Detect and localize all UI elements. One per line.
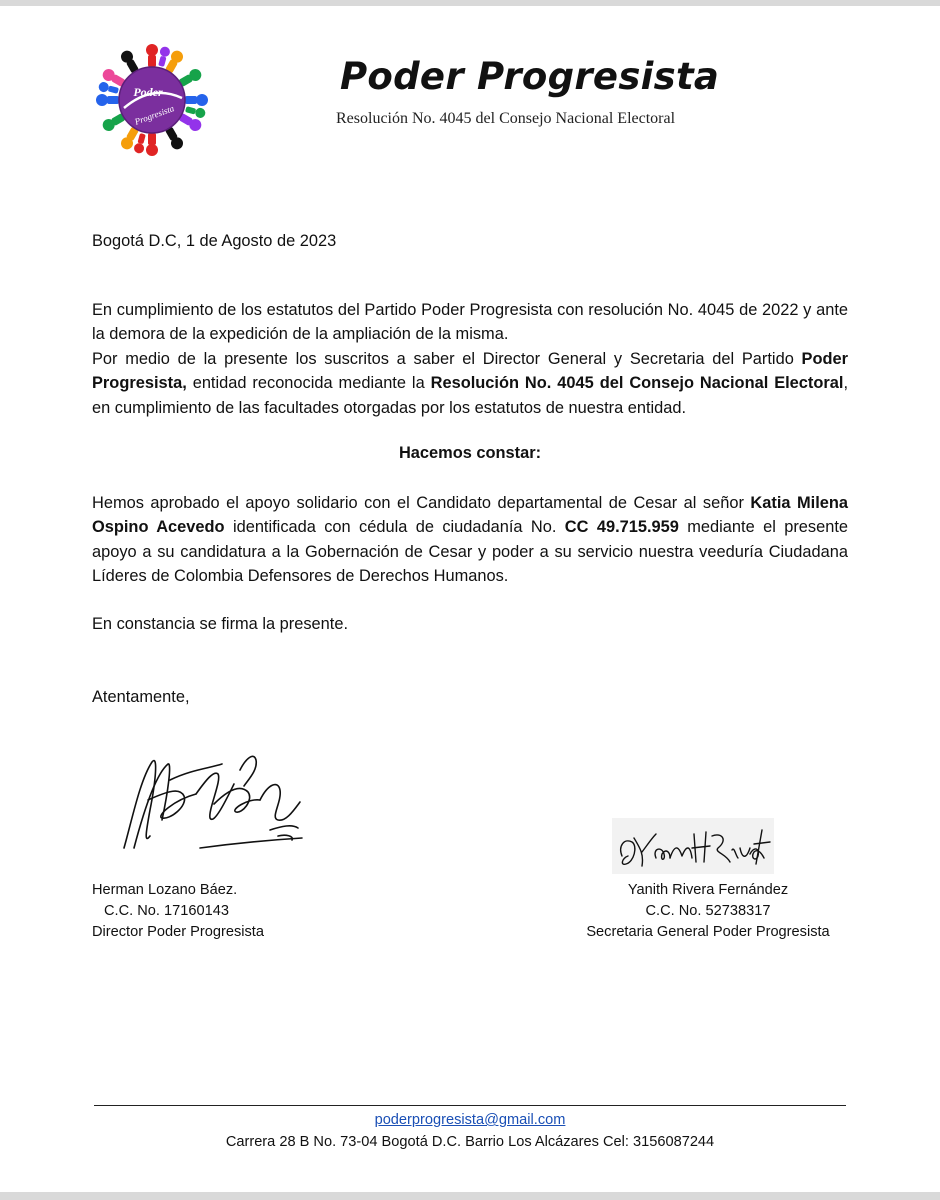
director-name: Herman Lozano Báez.: [92, 882, 238, 898]
intro-text-4: , en cumplimiento de las facultades otorgadas por los estatutos de nuestra entidad.: [92, 374, 848, 417]
resolution-bold: Resolución No. 4045 del Consejo Nacional Electoral: [430, 374, 844, 393]
support-text-2: identificada con cédula de ciudadanía No.: [224, 518, 565, 537]
secretary-signature: [612, 818, 774, 874]
party-name-title: Poder Progresista: [340, 55, 720, 98]
candidate-name: Katia Milena Ospino Acevedo: [92, 494, 848, 537]
director-signature: [110, 740, 310, 865]
party-name-bold: Poder Progresista,: [92, 349, 848, 393]
secretary-name: Yanith Rivera Fernández: [627, 882, 789, 898]
intro-text-2: Por medio de la presente los suscritos a saber el Director General y Secretaria del Partido: [92, 349, 802, 368]
intro-text-3: entidad reconocida mediante la: [186, 374, 431, 393]
resolution-subtitle: Resolución No. 4045 del Consejo Nacional Electoral: [336, 110, 676, 127]
page-bottom-edge: [0, 1192, 940, 1200]
page-top-edge: [0, 0, 940, 6]
support-text-3: mediante el presente apoyo a su candidatura a la Gobernación de Cesar y poder a su servicio nuestra veeduría Ciudadana Líderes de Colombia Defensores de Derechos Humanos.: [92, 518, 848, 586]
intro-paragraph: [92, 298, 848, 420]
secretary-signature-block: [572, 880, 844, 943]
secretary-role: Secretaria General Poder Progresista: [586, 924, 830, 940]
regards: Atentamente,: [92, 688, 190, 706]
closing-statement: En constancia se firma la presente.: [92, 615, 349, 633]
candidate-id: CC 49.715.959: [564, 518, 679, 537]
logo-center-disc: [119, 67, 185, 133]
secretary-id: C.C. No. 52738317: [645, 903, 771, 919]
footer-email-link[interactable]: poderprogresista@gmail.com: [374, 1112, 566, 1128]
support-text-1: Hemos aprobado el apoyo solidario con el Candidato departamental de Cesar al señor: [92, 494, 751, 512]
footer-divider: [94, 1105, 846, 1106]
letter-date: Bogotá D.C, 1 de Agosto de 2023: [92, 232, 337, 250]
director-role: Director Poder Progresista: [92, 924, 264, 940]
party-logo: [94, 42, 210, 158]
director-signature-block: [92, 880, 264, 943]
certify-heading: Hacemos constar:: [398, 444, 542, 462]
logo-text-top: Poder: [133, 85, 163, 99]
logo-text-bottom: Progresista: [133, 103, 176, 127]
intro-text-1: En cumplimiento de los estatutos del Partido Poder Progresista con resolución No. 4045 de 2022 y ante la demora de la expedición de la ampliación de la misma.: [92, 301, 848, 344]
footer-address: Carrera 28 B No. 73-04 Bogotá D.C. Barrio Los Alcázares Cel: 3156087244: [225, 1134, 715, 1150]
director-id: C.C. No. 17160143: [104, 903, 229, 919]
support-paragraph: [92, 491, 848, 589]
